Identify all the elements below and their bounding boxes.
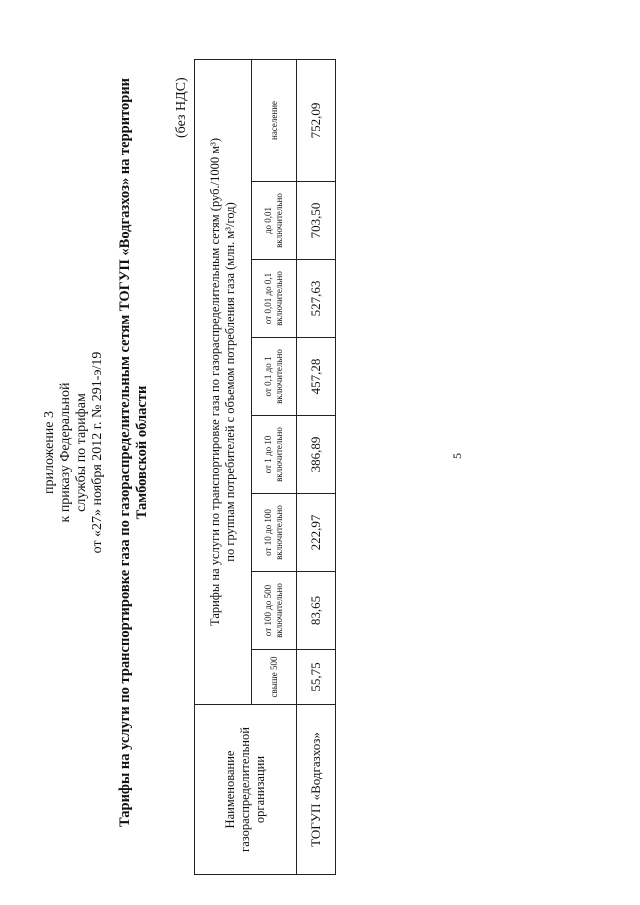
- document-title: [117, 20, 151, 885]
- tariff-value-cell: 83,65: [297, 572, 336, 650]
- tariff-value-cell: 527,63: [297, 260, 336, 338]
- appendix-line-3: службы по тарифам: [74, 393, 89, 512]
- title-line-2: Тамбовской области: [134, 385, 150, 520]
- appendix-line-2: к приказу Федеральной: [58, 382, 73, 523]
- column-header: от 0,01 до 0,1 включительно: [252, 260, 297, 338]
- appendix-line-4: от «27» ноября 2012 г. № 291-э/19: [90, 351, 105, 554]
- tariff-header-line-2: по группам потребителей с объемом потребления газа (млн. м³/год): [223, 202, 237, 562]
- column-header: от 0,1 до 1 включительно: [252, 338, 297, 416]
- tariff-value-cell: 222,97: [297, 494, 336, 572]
- tariff-header-cell: [195, 59, 252, 704]
- tariff-value-cell: 752,09: [297, 59, 336, 181]
- tariff-value-cell: 703,50: [297, 182, 336, 260]
- appendix-header: [42, 0, 106, 905]
- column-header: до 0,01 включительно: [252, 182, 297, 260]
- column-header: от 100 до 500 включительно: [252, 572, 297, 650]
- tariff-value-cell: 457,28: [297, 338, 336, 416]
- column-header: от 1 до 10 включительно: [252, 416, 297, 494]
- column-header: от 10 до 100 включительно: [252, 494, 297, 572]
- no-vat-note: (без НДС): [174, 77, 189, 138]
- tariff-value-cell: 386,89: [297, 416, 336, 494]
- table-row: [297, 59, 336, 874]
- column-header: население: [252, 59, 297, 181]
- tariff-value-cell: 55,75: [297, 650, 336, 705]
- org-header-cell: Наименование газораспределительной организации: [195, 705, 297, 875]
- appendix-line-1: приложение 3: [42, 410, 57, 495]
- table-header-row: [195, 59, 252, 874]
- column-header: свыше 500: [252, 650, 297, 705]
- page-number: 5: [450, 453, 464, 459]
- tariffs-table: [194, 59, 336, 875]
- title-line-1: Тарифы на услуги по транспортировке газа по газораспределительным сетям ТОГУП «Водгазхоз» на территории: [117, 77, 133, 828]
- org-name-cell: ТОГУП «Водгазхоз»: [297, 705, 336, 875]
- tariff-header-line-1: Тарифы на услуги по транспортировке газа по газораспределительным сетям (руб./1000 м³): [208, 137, 222, 626]
